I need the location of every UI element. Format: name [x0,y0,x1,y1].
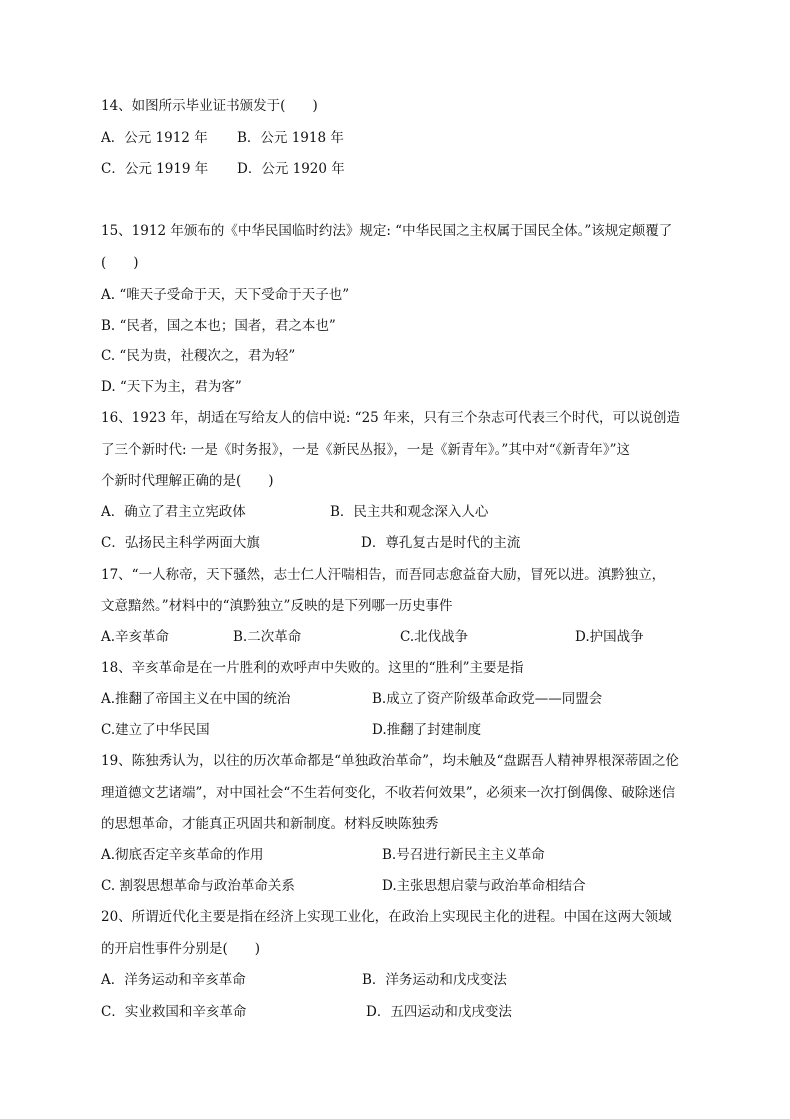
q20-stem-line-1: 20、所谓近代化主要是指在经济上实现工业化，在政治上实现民主化的进程。中国在这两大领域 [101,909,672,925]
q14-option-c: C．公元 1919 年 [101,161,209,177]
q20-option-a: A．洋务运动和辛亥革命 [101,972,246,988]
q20-stem-line-2: 的开启性事件分别是( ) [101,941,261,957]
q14-option-d: D．公元 1920 年 [237,161,345,177]
q17-stem-line-1: 17、“一人称帝，天下骚然，志士仁人汗喘相告，而吾同志愈益奋大励，冒死以进。滇黔独立， [101,567,666,583]
q16-option-a: A．确立了君主立宪政体 [101,504,246,520]
q18-option-a: A.推翻了帝国主义在中国的统治 [101,691,291,707]
q14-stem: 14、如图所示毕业证书颁发于( ) [101,98,318,114]
q17-option-a: A.辛亥革命 [101,629,170,645]
q18-option-d: D.推翻了封建制度 [372,722,482,738]
q14-option-b: B．公元 1918 年 [237,130,344,146]
q16-option-b: B．民主共和观念深入人心 [330,504,489,520]
q16-option-c: C．弘扬民主科学两面大旗 [101,535,260,551]
q19-option-d: D.主张思想启蒙与政治革命相结合 [382,878,586,894]
q18-stem: 18、辛亥革命是在一片胜利的欢呼声中失败的。这里的“胜利”主要是指 [101,660,524,676]
q15-option-a: A. “唯天子受命于天，天下受命于天子也” [101,287,350,303]
q19-stem-line-1: 19、陈独秀认为，以往的历次革命都是“单独政治革命”，均未触及“盘踞吾人精神界根深蒂固之伦 [101,753,679,769]
q18-option-b: B.成立了资产阶级革命政党——同盟会 [372,691,603,707]
q15-option-b: B. “民者，国之本也；国者，君之本也” [101,318,336,334]
q19-option-a: A.彻底否定辛亥革命的作用 [101,847,264,863]
q19-option-b: B.号召进行新民主主义革命 [382,847,545,863]
q19-stem-line-3: 的思想革命，才能真正巩固共和新制度。材料反映陈独秀 [101,816,439,832]
q14-option-a: A．公元 1912 年 [101,130,208,146]
q15-option-c: C. “民为贵，社稷次之，君为轻” [101,348,296,364]
q16-stem-line-1: 16、1923 年，胡适在写给友人的信中说: “25 年来，只有三个杂志可代表三个时代，可以说创造 [101,410,681,426]
q20-option-c: C．实业救国和辛亥革命 [101,1004,247,1020]
q15-option-d: D. “天下为主，君为客” [101,379,242,395]
q16-stem-line-2: 了三个新时代: 一是《时务报》，一是《新民丛报》，一是《新青年》。”其中对“《新青年》”这 [101,442,631,458]
q17-option-b: B.二次革命 [233,629,302,645]
q19-stem-line-2: 理道德文艺诸端”，对中国社会“不生若何变化，不收若何效果”，必须来一次打倒偶像、破除迷信 [101,785,676,801]
q15-stem-line-2: ( ) [101,255,139,271]
q20-option-b: B．洋务运动和戊戌变法 [362,972,507,988]
q17-option-d: D.护国战争 [575,629,644,645]
q16-option-d: D．尊孔复古是时代的主流 [361,535,521,551]
q17-stem-line-2: 文意黯然。”材料中的“滇黔独立”反映的是下列哪一历史事件 [101,598,453,614]
q16-stem-line-3: 个新时代理解正确的是( ) [101,473,274,489]
q18-option-c: C.建立了中华民国 [101,722,210,738]
q19-option-c: C. 割裂思想革命与政治革命关系 [101,878,295,894]
q17-option-c: C.北伐战争 [400,629,469,645]
q15-stem-line-1: 15、1912 年颁布的《中华民国临时约法》规定: “中华民国之主权属于国民全体。”该规定颠覆了 [101,223,673,239]
q20-option-d: D．五四运动和戊戌变法 [366,1004,512,1020]
